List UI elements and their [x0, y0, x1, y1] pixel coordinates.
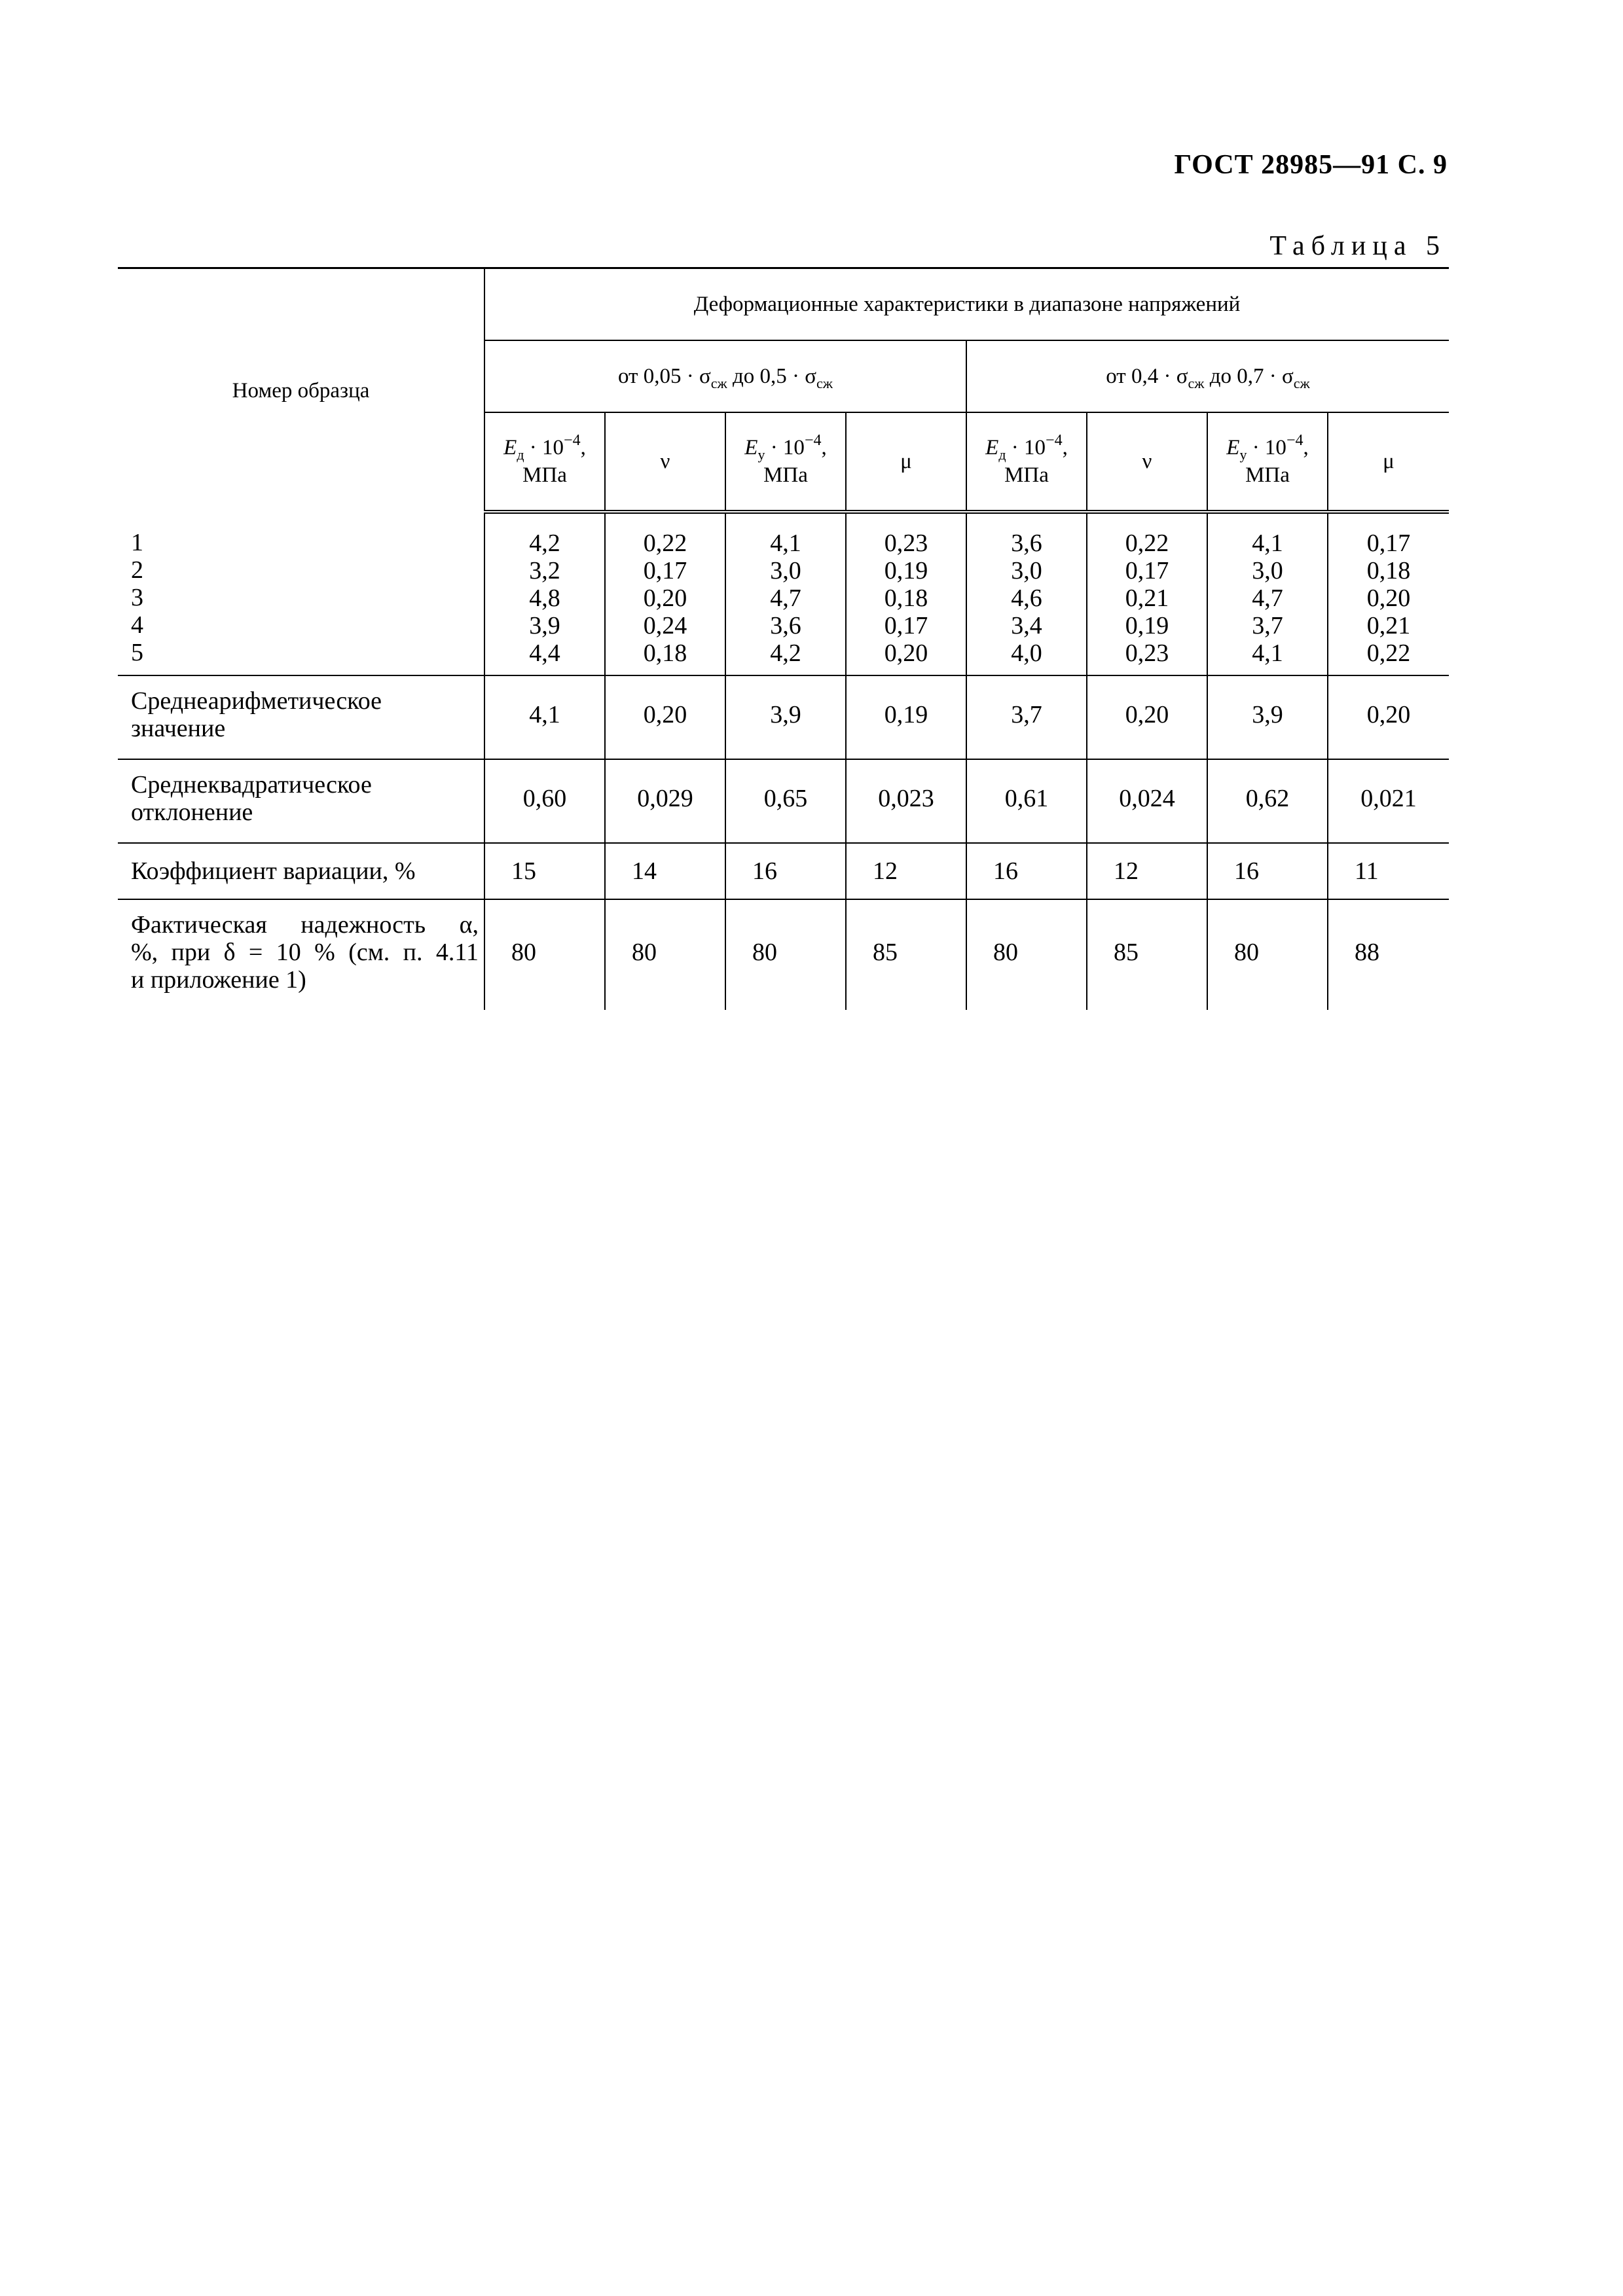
std-value: 0,029	[605, 759, 725, 843]
reliability-value: 80	[966, 899, 1087, 1010]
reliability-value: 80	[1207, 899, 1328, 1010]
cv-value: 16	[966, 843, 1087, 899]
header-nu-2: ν	[1087, 412, 1207, 512]
cv-value: 11	[1328, 843, 1449, 899]
std-value: 0,62	[1207, 759, 1328, 843]
header-deformation-characteristics: Деформационные характеристики в диапазоне напряжений	[484, 268, 1449, 341]
header-ed-2: $E_д \cdot 10^{-4}$, МПа	[966, 412, 1087, 512]
header-sample-number: Номер образца	[118, 268, 484, 512]
std-label: Среднеквадратическое отклонение	[118, 759, 484, 843]
reliability-value: 80	[605, 899, 725, 1010]
std-value: 0,60	[484, 759, 605, 843]
header-mu-2: μ	[1328, 412, 1449, 512]
mean-value: 3,7	[966, 675, 1087, 759]
std-value: 0,023	[846, 759, 966, 843]
table-row-variation	[118, 843, 1449, 899]
cv-value: 14	[605, 843, 725, 899]
reliability-value: 80	[484, 899, 605, 1010]
cv-value: 16	[725, 843, 846, 899]
mean-value: 3,9	[725, 675, 846, 759]
cv-value: 16	[1207, 843, 1328, 899]
reliability-value: 80	[725, 899, 846, 1010]
header-ed-1: $E_д \cdot 10^{-4}$, МПа	[484, 412, 605, 512]
col-mu-2-values: 0,17 0,18 0,20 0,21 0,22	[1328, 512, 1449, 675]
header-ey-2: $E_у \cdot 10^{-4}$, МПа	[1207, 412, 1328, 512]
header-range-1: от $0,05 \cdot \sigma_{сж}$ до $0,5 \cdot \sigma_{сж}$	[484, 340, 966, 412]
cv-value: 12	[846, 843, 966, 899]
col-nu-1-values: 0,22 0,17 0,20 0,24 0,18	[605, 512, 725, 675]
mean-value: 0,20	[605, 675, 725, 759]
table-caption: Таблица 5	[1269, 231, 1446, 261]
col-ey-1-values: 4,1 3,0 4,7 3,6 4,2	[725, 512, 846, 675]
reliability-value: 88	[1355, 939, 1379, 966]
header-mu-1: μ	[846, 412, 966, 512]
reliability-value: 85	[1087, 899, 1207, 1010]
header-ey-1: $E_у \cdot 10^{-4}$, МПа	[725, 412, 846, 512]
reliability-label: Фактическая надежность α, %, при δ = 10 % (см. п. 4.11 и приложение 1)	[118, 899, 484, 1010]
std-value: 0,021	[1328, 759, 1449, 843]
header-range-2: от $0,4 \cdot \sigma_{сж}$ до $0,7 \cdot \sigma_{сж}$	[966, 340, 1449, 412]
mean-value: 0,20	[1328, 675, 1449, 759]
table-row-reliability	[118, 899, 1449, 1010]
std-value: 0,024	[1087, 759, 1207, 843]
col-ed-1-values: 4,2 3,2 4,8 3,9 4,4	[484, 512, 605, 675]
table-row-mean	[118, 675, 1449, 759]
sample-numbers-cell: 1 2 3 4 5	[118, 512, 484, 675]
std-value: 0,61	[966, 759, 1087, 843]
col-ey-2-values: 4,1 3,0 4,7 3,7 4,1	[1207, 512, 1328, 675]
mean-value: 4,1	[484, 675, 605, 759]
mean-label: Среднеарифметическое значение	[118, 675, 484, 759]
results-table	[118, 267, 1449, 1010]
std-value: 0,65	[725, 759, 846, 843]
cv-value: 15	[484, 843, 605, 899]
col-ed-2-values: 3,6 3,0 4,6 3,4 4,0	[966, 512, 1087, 675]
mean-value: 3,9	[1207, 675, 1328, 759]
page-header: ГОСТ 28985—91 С. 9	[1174, 150, 1448, 180]
col-mu-1-values: 0,23 0,19 0,18 0,17 0,20	[846, 512, 966, 675]
cv-label: Коэффициент вариации, %	[118, 843, 484, 899]
table-row-std-deviation	[118, 759, 1449, 843]
header-nu-1: ν	[605, 412, 725, 512]
mean-value: 0,20	[1087, 675, 1207, 759]
cv-value: 12	[1087, 843, 1207, 899]
col-nu-2-values: 0,22 0,17 0,21 0,19 0,23	[1087, 512, 1207, 675]
table-row-samples	[118, 512, 1449, 675]
mean-value: 0,19	[846, 675, 966, 759]
reliability-value: 85	[846, 899, 966, 1010]
